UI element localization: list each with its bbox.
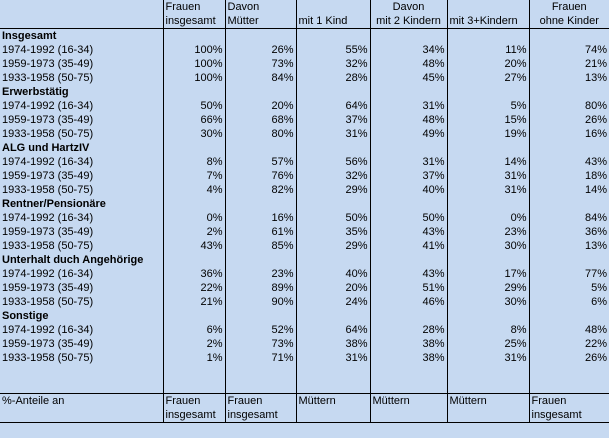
footer-cell: Frauen (225, 394, 296, 409)
empty-cell (529, 365, 609, 379)
value-cell: 28% (296, 71, 370, 85)
footer-cell: Frauen (529, 394, 609, 409)
value-cell: 34% (370, 43, 447, 57)
value-cell: 6% (163, 323, 225, 337)
footer-cell: Frauen (163, 394, 225, 409)
empty-cell (447, 309, 529, 323)
empty-cell (0, 365, 163, 379)
value-cell: 35% (296, 225, 370, 239)
value-cell: 85% (225, 239, 296, 253)
value-cell: 31% (296, 351, 370, 365)
value-cell: 100% (163, 57, 225, 71)
footer-cell: insgesamt (529, 408, 609, 423)
value-cell: 21% (163, 295, 225, 309)
value-cell: 17% (447, 267, 529, 281)
value-cell: 100% (163, 71, 225, 85)
value-cell: 22% (163, 281, 225, 295)
value-cell: 31% (296, 127, 370, 141)
empty-cell (529, 309, 609, 323)
value-cell: 6% (529, 295, 609, 309)
value-cell: 82% (225, 183, 296, 197)
value-cell: 55% (296, 43, 370, 57)
empty-cell (163, 29, 225, 44)
row-label: 1959-1973 (35-49) (2, 226, 94, 238)
row-label: 1933-1958 (50-75) (2, 184, 94, 196)
value-cell: 48% (370, 113, 447, 127)
value-cell: 40% (370, 183, 447, 197)
value-cell: 31% (447, 351, 529, 365)
value-cell: 30% (163, 127, 225, 141)
value-cell: 37% (296, 113, 370, 127)
value-cell: 73% (225, 57, 296, 71)
empty-cell (163, 365, 225, 379)
empty-cell (370, 29, 447, 44)
section-title: Insgesamt (0, 29, 163, 44)
empty-cell (163, 379, 225, 394)
value-cell: 28% (370, 323, 447, 337)
empty-cell (447, 141, 529, 155)
value-cell: 73% (225, 337, 296, 351)
value-cell: 64% (296, 323, 370, 337)
empty-cell (296, 29, 370, 44)
value-cell: 25% (447, 337, 529, 351)
row-label: 1959-1973 (35-49) (2, 338, 94, 350)
table-row (0, 71, 609, 85)
value-cell: 8% (447, 323, 529, 337)
value-cell: 61% (225, 225, 296, 239)
empty-cell (447, 379, 529, 394)
footer-cell (370, 408, 447, 423)
empty-cell (225, 29, 296, 44)
value-cell: 16% (529, 127, 609, 141)
value-cell: 50% (370, 211, 447, 225)
empty-cell (529, 379, 609, 394)
value-cell: 14% (447, 155, 529, 169)
row-label: 1933-1958 (50-75) (2, 352, 94, 364)
row-label: 1974-1992 (16-34) (2, 156, 94, 168)
header-cell: insgesamt (163, 14, 225, 29)
value-cell: 48% (370, 57, 447, 71)
value-cell: 13% (529, 239, 609, 253)
empty-cell (370, 141, 447, 155)
value-cell: 36% (163, 267, 225, 281)
footer-row-2 (0, 408, 609, 423)
value-cell: 80% (529, 99, 609, 113)
empty-cell (225, 253, 296, 267)
table-row (0, 183, 609, 197)
table-row (0, 337, 609, 351)
header-cell: mit 2 Kindern (370, 14, 447, 29)
table-row (0, 323, 609, 337)
table-row (0, 113, 609, 127)
table-row (0, 267, 609, 281)
table-row (0, 43, 609, 57)
footer-cell: insgesamt (225, 408, 296, 423)
value-cell: 23% (225, 267, 296, 281)
value-cell: 51% (370, 281, 447, 295)
empty-cell (529, 29, 609, 44)
empty-cell (370, 379, 447, 394)
empty-cell (296, 379, 370, 394)
value-cell: 2% (163, 225, 225, 239)
header-cell (0, 0, 163, 14)
value-cell: 7% (163, 169, 225, 183)
value-cell: 8% (163, 155, 225, 169)
row-label: 1959-1973 (35-49) (2, 114, 94, 126)
value-cell: 38% (370, 351, 447, 365)
footer-cell (447, 408, 529, 423)
table-row (0, 57, 609, 71)
value-cell: 23% (447, 225, 529, 239)
header-row-2 (0, 14, 609, 29)
table-row (0, 295, 609, 309)
empty-cell (225, 379, 296, 394)
empty-cell (370, 365, 447, 379)
table-row (0, 351, 609, 365)
value-cell: 26% (529, 113, 609, 127)
section-header-row (0, 85, 609, 99)
value-cell: 2% (163, 337, 225, 351)
value-cell: 90% (225, 295, 296, 309)
empty-cell (225, 309, 296, 323)
value-cell: 31% (370, 155, 447, 169)
header-cell: ohne Kinder (529, 14, 609, 29)
table-row (0, 281, 609, 295)
value-cell: 49% (370, 127, 447, 141)
value-cell: 31% (447, 183, 529, 197)
empty-cell (296, 197, 370, 211)
header-cell (296, 0, 370, 14)
table-row (0, 155, 609, 169)
empty-cell (0, 379, 163, 394)
value-cell: 1% (163, 351, 225, 365)
value-cell: 29% (447, 281, 529, 295)
value-cell: 0% (447, 211, 529, 225)
value-cell: 26% (225, 43, 296, 57)
value-cell: 64% (296, 99, 370, 113)
value-cell: 74% (529, 43, 609, 57)
value-cell: 5% (529, 281, 609, 295)
value-cell: 4% (163, 183, 225, 197)
header-cell (447, 0, 529, 14)
value-cell: 71% (225, 351, 296, 365)
empty-cell (447, 253, 529, 267)
value-cell: 5% (447, 99, 529, 113)
row-label: 1974-1992 (16-34) (2, 100, 94, 112)
empty-cell (225, 85, 296, 99)
empty-cell (529, 141, 609, 155)
section-header-row (0, 29, 609, 44)
value-cell: 100% (163, 43, 225, 57)
row-label: 1974-1992 (16-34) (2, 268, 94, 280)
value-cell: 56% (296, 155, 370, 169)
empty-cell (296, 141, 370, 155)
empty-cell (447, 29, 529, 44)
footer-cell (296, 408, 370, 423)
empty-cell (163, 253, 225, 267)
value-cell: 31% (370, 99, 447, 113)
empty-cell (370, 85, 447, 99)
value-cell: 27% (447, 71, 529, 85)
header-cell: Davon (370, 0, 447, 14)
row-label: 1959-1973 (35-49) (2, 170, 94, 182)
footer-cell: %-Anteile an (0, 394, 163, 409)
value-cell: 30% (447, 239, 529, 253)
row-label: 1933-1958 (50-75) (2, 240, 94, 252)
row-label: 1933-1958 (50-75) (2, 72, 94, 84)
value-cell: 14% (529, 183, 609, 197)
header-cell: Frauen (163, 0, 225, 14)
header-cell (0, 14, 163, 29)
header-cell: Frauen (529, 0, 609, 14)
value-cell: 45% (370, 71, 447, 85)
value-cell: 50% (296, 211, 370, 225)
value-cell: 29% (296, 183, 370, 197)
value-cell: 77% (529, 267, 609, 281)
empty-cell (163, 309, 225, 323)
value-cell: 22% (529, 337, 609, 351)
empty-cell (225, 141, 296, 155)
value-cell: 16% (225, 211, 296, 225)
value-cell: 43% (163, 239, 225, 253)
footer-cell: Müttern (447, 394, 529, 409)
table-row (0, 225, 609, 239)
value-cell: 48% (529, 323, 609, 337)
empty-cell (225, 197, 296, 211)
section-header-row (0, 197, 609, 211)
section-title: ALG und HartzIV (2, 142, 90, 154)
section-title: Sonstige (2, 310, 49, 322)
value-cell: 36% (529, 225, 609, 239)
value-cell: 18% (529, 169, 609, 183)
value-cell: 84% (529, 211, 609, 225)
table-row (0, 127, 609, 141)
value-cell: 20% (225, 99, 296, 113)
section-title: Unterhalt duch Angehörige (2, 254, 144, 266)
header-cell: Davon (225, 0, 296, 14)
empty-cell (529, 85, 609, 99)
value-cell: 32% (296, 57, 370, 71)
value-cell: 50% (163, 99, 225, 113)
value-cell: 84% (225, 71, 296, 85)
header-cell: mit 3+Kindern (447, 14, 529, 29)
value-cell: 41% (370, 239, 447, 253)
value-cell: 40% (296, 267, 370, 281)
section-header-row (0, 253, 609, 267)
header-cell: mit 1 Kind (296, 14, 370, 29)
row-label: 1959-1973 (35-49) (2, 282, 94, 294)
value-cell: 11% (447, 43, 529, 57)
row-label: 1933-1958 (50-75) (2, 128, 94, 140)
footer-cell: Müttern (370, 394, 447, 409)
table-row (0, 99, 609, 113)
value-cell: 66% (163, 113, 225, 127)
empty-cell (163, 197, 225, 211)
header-row-1 (0, 0, 609, 14)
value-cell: 13% (529, 71, 609, 85)
row-label: 1974-1992 (16-34) (2, 44, 94, 56)
table-row (0, 239, 609, 253)
footer-cell: insgesamt (163, 408, 225, 423)
empty-cell (225, 365, 296, 379)
empty-cell (296, 85, 370, 99)
value-cell: 38% (296, 337, 370, 351)
value-cell: 26% (529, 351, 609, 365)
value-cell: 76% (225, 169, 296, 183)
value-cell: 20% (447, 57, 529, 71)
section-title: Rentner/Pensionäre (2, 198, 106, 210)
empty-cell (447, 365, 529, 379)
value-cell: 31% (447, 169, 529, 183)
value-cell: 57% (225, 155, 296, 169)
value-cell: 52% (225, 323, 296, 337)
empty-cell (447, 197, 529, 211)
row-label: 1974-1992 (16-34) (2, 324, 94, 336)
value-cell: 24% (296, 295, 370, 309)
header-cell: Mütter (225, 14, 296, 29)
value-cell: 43% (370, 225, 447, 239)
value-cell: 19% (447, 127, 529, 141)
value-cell: 21% (529, 57, 609, 71)
spacer-row (0, 365, 609, 379)
section-title: Erwerbstätig (2, 86, 69, 98)
value-cell: 37% (370, 169, 447, 183)
value-cell: 43% (370, 267, 447, 281)
empty-cell (370, 197, 447, 211)
empty-cell (370, 253, 447, 267)
value-cell: 20% (296, 281, 370, 295)
section-header-row (0, 141, 609, 155)
empty-cell (296, 365, 370, 379)
value-cell: 29% (296, 239, 370, 253)
empty-cell (447, 85, 529, 99)
footer-cell: Müttern (296, 394, 370, 409)
table-row (0, 169, 609, 183)
footer-cell (0, 408, 163, 423)
footer-row-1 (0, 394, 609, 409)
row-label: 1959-1973 (35-49) (2, 58, 94, 70)
value-cell: 46% (370, 295, 447, 309)
value-cell: 32% (296, 169, 370, 183)
value-cell: 0% (163, 211, 225, 225)
table-row (0, 211, 609, 225)
value-cell: 30% (447, 295, 529, 309)
empty-cell (163, 85, 225, 99)
value-cell: 89% (225, 281, 296, 295)
spacer-row (0, 379, 609, 394)
empty-cell (296, 253, 370, 267)
value-cell: 38% (370, 337, 447, 351)
value-cell: 15% (447, 113, 529, 127)
empty-cell (296, 309, 370, 323)
empty-cell (163, 141, 225, 155)
value-cell: 68% (225, 113, 296, 127)
section-header-row (0, 309, 609, 323)
row-label: 1974-1992 (16-34) (2, 212, 94, 224)
empty-cell (529, 253, 609, 267)
row-label: 1933-1958 (50-75) (2, 296, 94, 308)
empty-cell (529, 197, 609, 211)
value-cell: 43% (529, 155, 609, 169)
empty-cell (370, 309, 447, 323)
value-cell: 80% (225, 127, 296, 141)
